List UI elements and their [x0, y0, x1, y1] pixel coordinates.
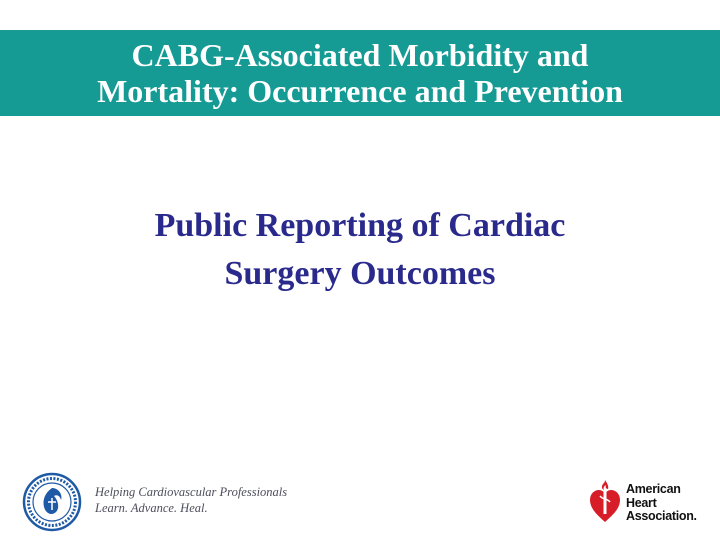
- acc-tagline: [95, 484, 287, 516]
- slide-title-line-1: CABG-Associated Morbidity and: [131, 37, 589, 73]
- aha-wordmark: [626, 483, 697, 524]
- slide-title-line-2: Mortality: Occurrence and Prevention: [97, 73, 623, 109]
- acc-seal-icon: [22, 472, 82, 532]
- subtitle-line-2: Surgery Outcomes: [224, 255, 496, 292]
- subtitle-line-1: Public Reporting of Cardiac: [154, 207, 566, 244]
- heart-torch-icon: [588, 478, 622, 526]
- aha-line-3: Association.: [626, 509, 697, 523]
- acc-tagline-line-2: Learn. Advance. Heal.: [95, 501, 208, 515]
- acc-tagline-line-1: Helping Cardiovascular Professionals: [95, 485, 288, 499]
- aha-line-1: American: [626, 482, 681, 496]
- title-bar: [0, 30, 720, 116]
- aha-line-2: Heart: [626, 495, 657, 510]
- slide-subtitle: [60, 202, 660, 298]
